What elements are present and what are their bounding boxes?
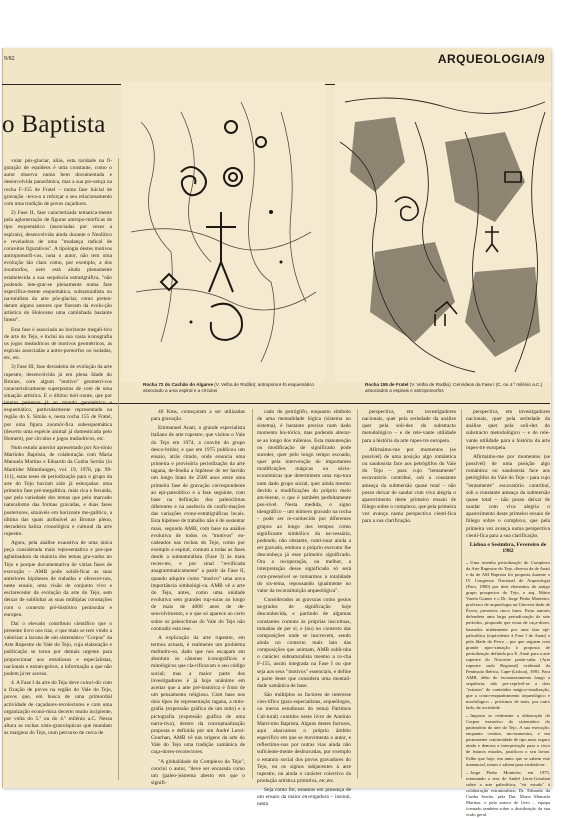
paragraph: Esta fase é associada ao horizonte megalí-tico de arte do Tejo, e inclui na sua vasta iconografia os jogos meândricos de motivos geométricos, as espirais associadas a antro-pomorfos ou isoladas, etc, etc. — [4, 326, 112, 362]
paragraph: Afirmámo-me por momentos (se possível) de uma posição algo romântica ou saudosista face aos petróglifos do Vale do Tejo – para cujo "lentamente" escavatório contribuí, sob a constante ameaça da submersão quase total – não posso deixar de saudar com viva alegria o aparecimento deste primeiro ensaio de fôlego sobre o complexo, que pela primeira vez avança numa perspectiva cientí-fica para a sua clarificação. — [466, 453, 550, 539]
footnotes — [466, 560, 550, 817]
caption-text: (V. Velha de Rodão): antropomor-fo esquemático associado a uma espiral e a círculos — [143, 382, 314, 393]
article-column-2 — [151, 409, 245, 786]
footnote: – Uma resenha periodização do Complexo da Arte Rupestre do Tejo, diversa da de Anati e da de AM Baptista foi proposta durante o IV Congresso Nacional de Arqueologia (Faro, 1980) por dois elementos do antigo grupo prospector do Tejo, o arq. Mário Varela Gomes e o Dr. Jorge Pinho Monteiro, professor de arqueologia na Universi-dade de Évora, presentes cinco fases. Estas autores defendem uma larga periodi-zação de sete períodos, propondo que essas de caça-dores, baseados nitidamente por uma fase epi-paleolítica (equivalente à Fase I de Anati) e pela Idade do Ferro – por que seguem com grande apro-ximação à proposta de periodização definida por E. Anati para a arte rupestre do Noroeste penin-sular (Arte rupestre sudo Regional) ocidental da Península Ibérica, Cape-(Lisboa), 1981. Para AMB, além do escamoteamento longo a sequência, não per-ceptível-se a dois "estratos" de conteúdos mágico-sinalização, que a crono-enquadramento arqueológico e morfológico – próximos de mais, por outro lado, da sociedade. — [466, 560, 550, 711]
page-number: 9/82 — [4, 56, 15, 62]
signoff-date: Lisboa e Sesimbra, Fevereiro de 1982 — [469, 542, 547, 554]
paragraph: perspectiva, em investigadores nacionais, quer pela seriedade da análise quer pela soli-dez do substracto metodológico – e de rele-vante utilidade para a história da arte rupes-tre europeia. — [362, 409, 456, 444]
figure-rocha-155 — [335, 82, 551, 404]
masthead: ARQUEOLOGIA/9 — [437, 52, 545, 66]
paragraph: cado do petróglifo, enquanto símbolo de uma mentalidade lógica (sistema no sistema), é bastante preciso num dado momento his-tórico, mas podendo alterar-se ao longo dos milénios. Esta manutenção ou modificação de significado pode suceder, quer pelo longo tempo escoado, quer pela intervenção de importantes modificações mágicas ou sócio-económicas que determinem uma rup-tura num dado grupo social, quer ainda mesmo devido a modificações do próprio meio am-biente, o que é também perfeitamente pos-sível. Nesta medida, o signo ideográfico – um número gravado na rocha – pode ser re-conhecido por diferentes grupos ao longo dos tempos como significante simbólico da ne-cessária, podendo, não obstante, conti-nuar ainda a ser gravado, embora o próprio executor lhe desconheça já esse primeiro significado. Ora a recuperação, ou melhor, a interpretação desse significado só será com-preensível se tomarmos a totalidade do sis-tema, repousando igualmente no valor da reconstituição arqueológica". — [257, 409, 351, 594]
column-separator — [252, 409, 253, 779]
article-column-3 — [257, 409, 351, 808]
paragraph: Afirmámo-me por momentos (se possível) de uma posição algo romântica ou saudosista face aos petróglifos do Vale do Tejo – para cujo "lentamente" escavatório contribuí, sob a constante ameaça da submersão quase total – não posso deixar de saudar com viva alegria o aparecimento deste primeiro ensaio de fôlego sobre o complexo, que pela primeira vez avança numa perspectiva cientí-fica para a sua clarificação. — [362, 446, 456, 525]
paragraph: Considerados as gravuras como gestos sa-grados de significação hoje desconhecida, e partindo de algumas constantes comuns às próprias inscultuas, tomadas de per si, e (ou) no contexto das composições onde se inscrevem, sendo ainda no contexto mais lato das composições que animam, AMB subli-nha o carácter subnaturalista mesmo a ro-cha F-155, assim integrada na Fase I ou que seja aos seus "motivos" essenciais, e define a parte deste que considera uma mentali-dade xamânica de base. — [257, 597, 351, 689]
column-separator — [461, 409, 462, 779]
paragraph: 4. A Fase I da arte do Tejo deve coinci-dir com a fixação de povos na região do Vale do Tejo, povos que, em busca de uma primordial actividade de caçadores-recolectores e com uma organização econó-mica decerto muito incipiente, por volta do 5.º ou do 4.º milénio a.C. Nessa altura as rochas xisto-grauváquicas que mundam as margens do Tejo, num percurso de cerca de — [4, 680, 112, 737]
paragraph: Emmanuel Anati, o grande especialista italiano de arte rupestre, que visitou o Vale do Tejo em 1974, a convite do grupo desco-bridor, e que em 1975 publicou um ensaio, atrás citado, onde enuncia uma primeira e provisória periodização da arte tagana, de-fendia a hipótese de ter havido um longo hiato de 2500 anos entre uma primeira fase de gravação correspondente ao epi-paleolítico e a fase seguinte, com base na definição dos paleoclimas diferentes e na ausência de confir-mações das variações crono-estratigráficas locais. Esta hipótese de trabalho não é de sustentar mais, segundo AMB, com base na análise evolutiva de todos os "motivos" en-cadeados nas rochas do Tejo, como por exemplo a espiral, comum a todas as fases desde a subnaturalista (Fase I) às mais recen-tes, e por sinal "revificada anagrammaticamente" a partir da Fase II, quando adquire como "motivo" uma nova importância simbológi-ca. AMB vê a arte do Tejo, antes, como uma unidade evolutiva sem grandes rup-turas ao longo de mais de 4000 anos de de-senvolvimento, e o que só aparece ao certo sobre os paleoclimas do Vale do Tejo não contradiz esta tese. — [151, 425, 245, 632]
figure-rocha-72 — [121, 82, 325, 404]
article-column-5 — [466, 409, 550, 539]
rock-drawing-72 — [121, 82, 325, 382]
paragraph: 2) Fase II, fase caracterizada tematica-mente pela aglomeração de figuras antropo-mórficas de tipo esquemático (associadas por vezes a espirais), desenvolvida ainda durante o Neolítico e reveladora de uma "mudança radical de conceitos figurativos". A tipologia destes motivos antropomorfi-cos, nota o autor, não tem uma evolução tão clara como, por exemplo, a dos zoomorfos, nem está ainda plenamente estabelecida a sua sequência estratigráfica, "não podendo inte-grar-se plenamente numa fase especifica-mente esquemática, subnaturalista ou na-turalista da arte pós-glaciar, como preten-deram alguns autores que fizeram da evolu-ção artística do Holoceno uma caminhada bastante linear". — [4, 210, 112, 324]
caption-title: Rocha 72 do Cachão do Algarve — [143, 382, 214, 387]
figure-caption — [143, 382, 323, 393]
paragraph: Seja como for, estamos em presença de um ensaio da maior envergadura – insinui, nesta — [257, 787, 351, 808]
paragraph: 3) Fase III, fase derradeira de evolução da arte rupestre, desenvolvida já em plena Idade do Bronze, com algum "motivo" geometri-cos caracteristicamente superpostos de com de uma situação artística. E o último hori-zonte, que por inteiro pertence já ao mundo geométrico e esquemático, particularmente representado na região do S. Simão e, nesta rocha 155 de Fratel, por uma figura zoomór-fica subesquemática (decerto uma espécie animal já domesticada pelo Homem), por círculos e jogos meândricos, etc. — [4, 364, 112, 442]
paragraph: perspectiva, em investigadores nacionais, quer pela seriedade da análise quer pela soli-dez do substracto metodológico – e de rele-vante utilidade para a história da arte rupes-tre europeia. — [466, 409, 550, 451]
rock-drawing-155 — [335, 82, 551, 382]
paragraph: 40 Kms, começaram a ser utilizadas para gravação. — [151, 409, 245, 423]
column-separator — [357, 409, 358, 779]
paragraph: São múltiplos os factores de interesse cien-tífico (para especialistas, arqueólogos, ou meros estudiosos do tema) Partimos Cul-tural) contidos neste livro de António Marti-nho Baptista. Alguns destes factores, aqui abarcamos o próprio âmbito específico em que se movimenta o autor, e reflectimo-nos por outras vias ainda não suficiente-mente desbravadas, por exemplo o estatuto social dos povos gravadores do Tejo, ou os signos subjacentes à arte rupestre, ou ainda o carácter colectivo da produção artística primitiva, etc,etc. — [257, 692, 351, 784]
footnote: – Importa se realmente a elaboração do Corpus exaustivo do sistemático do património da arte do Tejo. A sua execução, enquanto cenário, mo-numentos, e em permanente continuidade de tipo mais seguro ainda e demora a interpretação para o risco de futuros estudos, justificou o seu lavrar. Falho que hoje, em tanto que se sabem este manancial, temos e sabem para estabelecer. — [466, 713, 550, 767]
column-separator — [118, 158, 119, 780]
article-column-1 — [4, 158, 112, 780]
paragraph: Daí o elevado contributo científico que o presente livro nos traz, e que mais se tem vindo a valorizar a lacuna de um sistemático "Corpus" da Arte Rupestre do Vale do Tejo, cuja elaboração e publicação se torna por demais urgente para proporcionar aos estudiosos e especialistas, nacionais e estran-geiros, a informação a que não podem já ter acesso. — [4, 620, 112, 677]
paragraph: A explicação da arte rupestre, em termos actuais, é realmente um problema melindro-so, dado que nos escapam em absoluto os cânones iconográficos e mitológicos que cla-rificavam o seu código social; mas a maior parte dos investigadores é já hoje unânime em aceitar que a arte pré-histórica é fruto de um pensamento religioso. Com base nos dois tipos de representação tagana, a mito-grafia (expressão gráfica de um mito) e a pictografia (expressão gráfica de uma narra-tiva), dentro da conceptualização proposta e definida por um André Leroi-Gourhan, AMB vê nas origens da arte do Vale do Tejo uma tradição xamânica de caça-dores-recolectores. — [151, 634, 245, 756]
headline: o Baptista — [2, 111, 106, 138]
footnote: – Jorge Pinho Monteiro, em 1975, retomando a tese de André Leroi-Gourhan sobre a arte paleolítica, "vir estudo" à colaboração estruturalista; Dr. Eduardo da Cunha Serrão, pela Dra. Maria Manuela Martins, e pela autora do livro – equipa formado também sobre a distribuição da sua visão geral. — [466, 769, 550, 817]
article-column-4 — [362, 409, 456, 779]
paragraph: vular pós-glaciar, aliás, esta raridade na fi-guração de equídeos é uma constante, como o autor observa numa bem documentada e desenvolvida panorâmica, mas a sua pre-sença na rocha F-155 de Fratel – numa fase inicial de gravação –leva-o a reforçar o seu relacionamento com uma tradição de povos caçadores. — [4, 158, 112, 207]
paragraph: Agora, pela análise exaustiva de uma única peça considerada mais representativa e por-que aglutinadora da maioria dos temas gra-vados no Tejo e porque documentativa de várias fases de execução – AMB pode solidi-ficar as suas anteriores hipóteses de trabalho e oferecer-nos, neste ensaio, uma visão de conjunto vivo e esclarecedor da evolução da arte do Tejo, sem deixar de sublinhar as suas múltiplas conotações com o contexto pré-histórico peninsular e europeu. — [4, 540, 112, 618]
caption-title: Rocha 155 de Fratel — [365, 382, 409, 387]
figure-caption — [365, 382, 545, 393]
caption-text: (V. Velha de Rodão): Cervídeos da Fase I (C. ou 4.º milénio a.C.) associados a espirais e antropomorfos — [365, 382, 543, 393]
figures-area — [121, 82, 551, 404]
paragraph: Num estudo anterior apresentado por An-tónio Martinho Baptista, de colaboração com Maria Manuela Martins e Eduardo da Cunha Serrão (in Madrider Mitteilungen, vol. 19, 1978, pp. 99-111), estas teses de periodização para o grupo da arte do Tejo haviam sido já esboçadas: uma primeira fase pré-megalítica, mais rica e fecunda, que pela variedade dos temas que pelo marcado naturalismo das formas gravadas, e duas fases posteriores, situáveis em horizonte me-galítico, a última das quais atribuível ao Bronze pleno, derradeira baliza cronológica e cultural da arte rupestre. — [4, 445, 112, 537]
paragraph: "A globalidade do Complexo do Tejo", conclui o autor, "deve ser encarada como um (paleo-)sistema aberto em que o signifi- — [151, 758, 245, 786]
